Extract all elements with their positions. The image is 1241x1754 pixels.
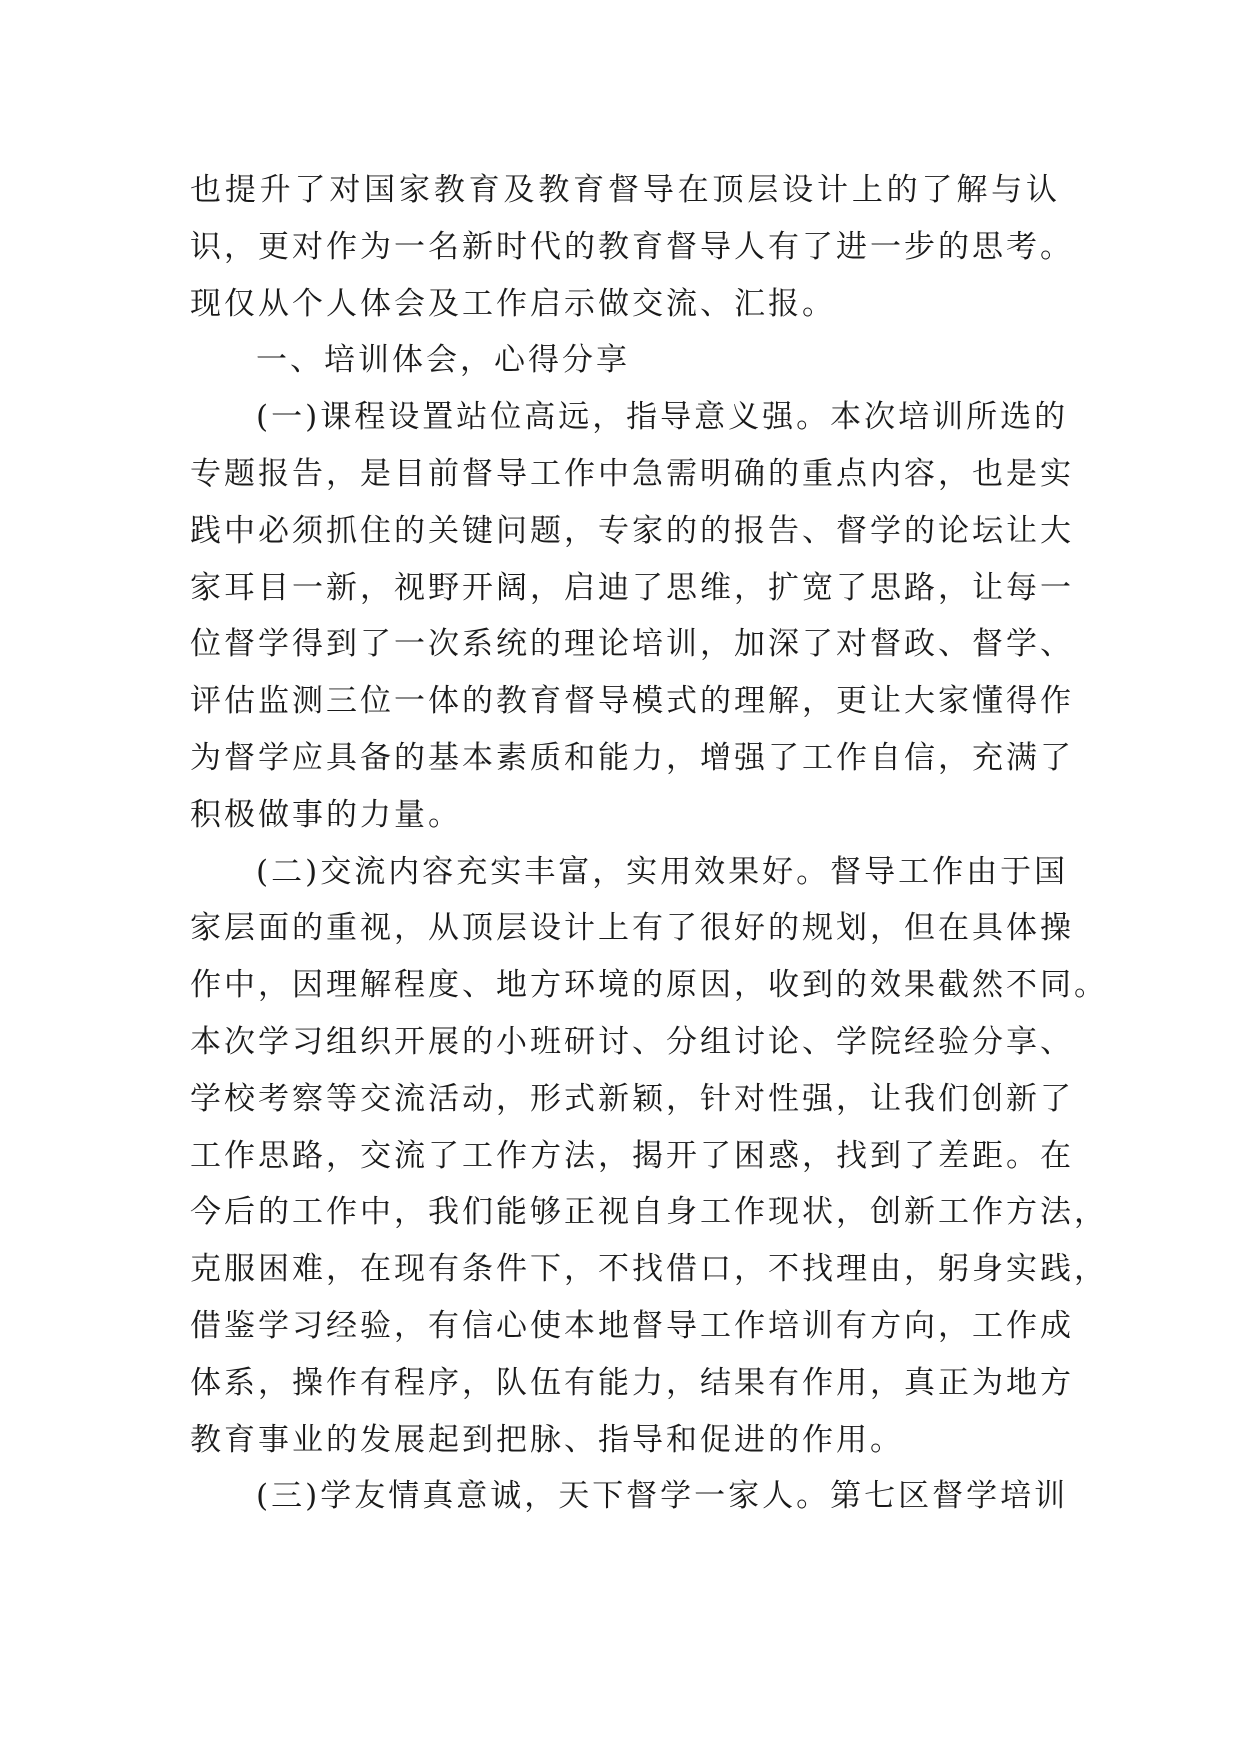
text-line: 识，更对作为一名新时代的教育督导人有了进一步的思考。: [190, 228, 1074, 265]
text-line: 体系，操作有程序，队伍有能力，结果有作用，真正为地方: [190, 1364, 1074, 1401]
text-line: (一)课程设置站位高远，指导意义强。本次培训所选的: [256, 399, 1069, 436]
text-line: (三)学友情真意诚，天下督学一家人。第七区督学培训: [256, 1478, 1069, 1515]
text-line: 积极做事的力量。: [190, 796, 462, 833]
text-line: 家层面的重视，从顶层设计上有了很好的规划，但在具体操: [190, 910, 1074, 947]
text-line: 工作思路，交流了工作方法，揭开了困惑，找到了差距。在: [190, 1137, 1074, 1174]
text-line: 也提升了对国家教育及教育督导在顶层设计上的了解与认: [190, 172, 1060, 208]
text-line: 教育事业的发展起到把脉、指导和促进的作用。: [190, 1421, 904, 1458]
text-line: 评估监测三位一体的教育督导模式的理解，更让大家懂得作: [190, 683, 1074, 720]
text-line: 现仅从个人体会及工作启示做交流、汇报。: [190, 285, 836, 322]
text-line: 作中，因理解程度、地方环境的原因，收到的效果截然不同。: [190, 967, 1108, 1004]
text-line: 借鉴学习经验，有信心使本地督导工作培训有方向，工作成: [190, 1307, 1074, 1344]
text-line: 今后的工作中，我们能够正视自身工作现状，创新工作方法，: [190, 1194, 1108, 1231]
text-line: 专题报告，是目前督导工作中急需明确的重点内容，也是实: [190, 455, 1074, 492]
text-line: 家耳目一新，视野开阔，启迪了思维，扩宽了思路，让每一: [190, 569, 1074, 606]
text-line: 克服困难，在现有条件下，不找借口，不找理由，躬身实践，: [190, 1251, 1108, 1288]
text-line: 本次学习组织开展的小班研讨、分组讨论、学院经验分享、: [190, 1023, 1074, 1060]
document-body: [190, 162, 1108, 1525]
text-line: 践中必须抓住的关键问题，专家的的报告、督学的论坛让大: [190, 512, 1074, 549]
text-line: 为督学应具备的基本素质和能力，增强了工作自信，充满了: [190, 739, 1074, 776]
text-line: (二)交流内容充实丰富，实用效果好。督导工作由于国: [256, 853, 1069, 890]
text-line: 学校考察等交流活动，形式新颖，针对性强，让我们创新了: [190, 1080, 1074, 1117]
text-line: 一、培训体会，心得分享: [256, 342, 630, 379]
text-line: 位督学得到了一次系统的理论培训，加深了对督政、督学、: [190, 626, 1074, 663]
